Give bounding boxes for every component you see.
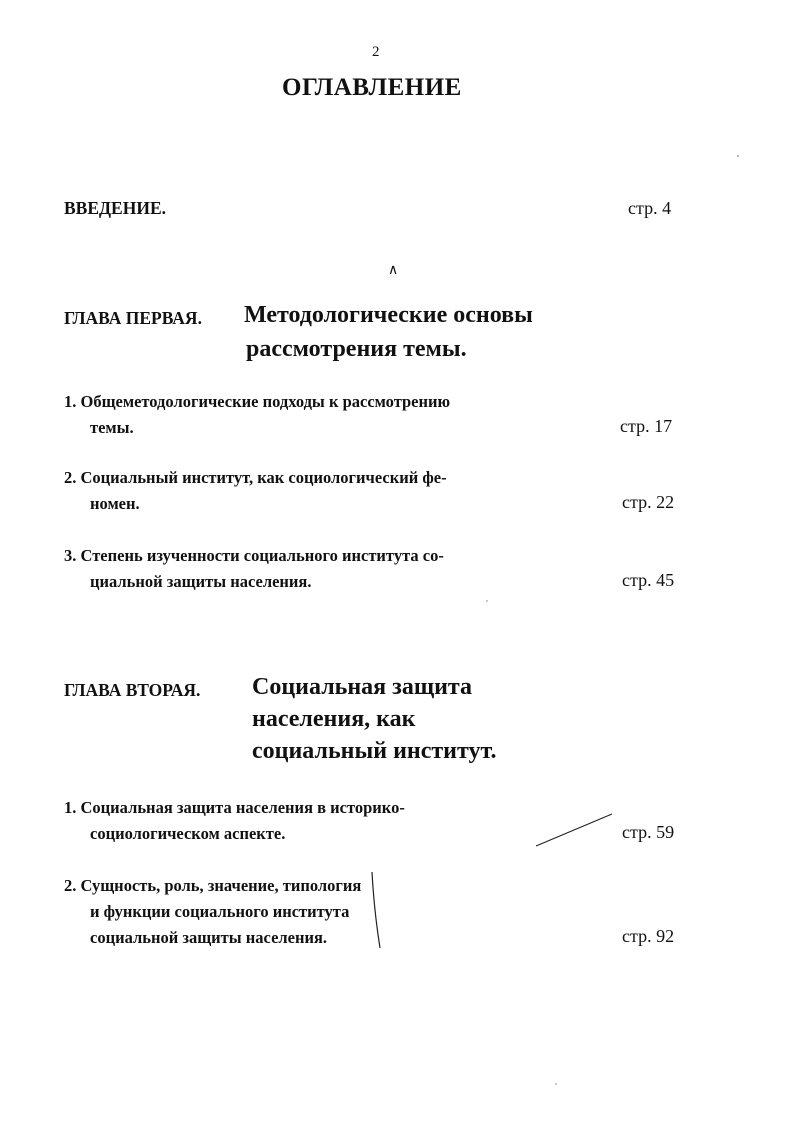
toc-item-2-1-line1: 1. Социальная защита населения в историко- <box>64 798 405 817</box>
page-number: 2 <box>372 44 380 60</box>
toc-item-1-2-page: стр. 22 <box>622 492 675 512</box>
toc-item-1-3-page: стр. 45 <box>622 570 675 590</box>
pen-stroke-vertical <box>372 872 380 948</box>
toc-item-2-1-line2: социологическом аспекте. <box>90 824 286 843</box>
chapter1-title-line1: Методологические основы <box>244 302 533 328</box>
toc-item-2-2-line2: и функции социального института <box>90 902 350 921</box>
scan-speck <box>555 1083 556 1084</box>
toc-item-2-2-line1: 2. Сущность, роль, значение, типология <box>64 876 362 895</box>
toc-item-1-2-line1: 2. Социальный институт, как социологический фе- <box>64 468 447 487</box>
scan-speck <box>486 600 487 601</box>
pen-stroke-diagonal <box>536 814 612 846</box>
toc-item-1-3-line2: циальной защиты населения. <box>90 572 312 591</box>
chapter1-title-line2: рассмотрения темы. <box>246 336 467 362</box>
toc-item-1-1-page: стр. 17 <box>620 416 673 436</box>
toc-intro-page: стр. 4 <box>628 198 672 218</box>
toc-item-2-2-page: стр. 92 <box>622 926 675 946</box>
toc-item-1-1-line2: темы. <box>90 418 134 437</box>
chapter2-title-line2: населения, как <box>252 706 416 732</box>
chapter2-prefix: ГЛАВА ВТОРАЯ. <box>64 680 201 700</box>
toc-intro-label: ВВЕДЕНИЕ. <box>64 198 167 218</box>
toc-item-1-1-line1: 1. Общеметодологические подходы к рассмотрению <box>64 392 451 411</box>
page-title: ОГЛАВЛЕНИЕ <box>282 74 462 101</box>
toc-item-1-3-line1: 3. Степень изученности социального института со- <box>64 546 444 565</box>
chapter2-title-line3: социальный институт. <box>252 738 497 764</box>
toc-item-1-2-line2: номен. <box>90 494 140 513</box>
scan-speck <box>737 155 739 157</box>
chapter2-title-line1: Социальная защита <box>252 674 472 700</box>
toc-item-2-1-page: стр. 59 <box>622 822 675 842</box>
handwritten-mark: ∧ <box>388 263 399 278</box>
toc-item-2-2-line3: социальной защиты населения. <box>90 928 328 947</box>
chapter1-prefix: ГЛАВА ПЕРВАЯ. <box>64 308 202 328</box>
